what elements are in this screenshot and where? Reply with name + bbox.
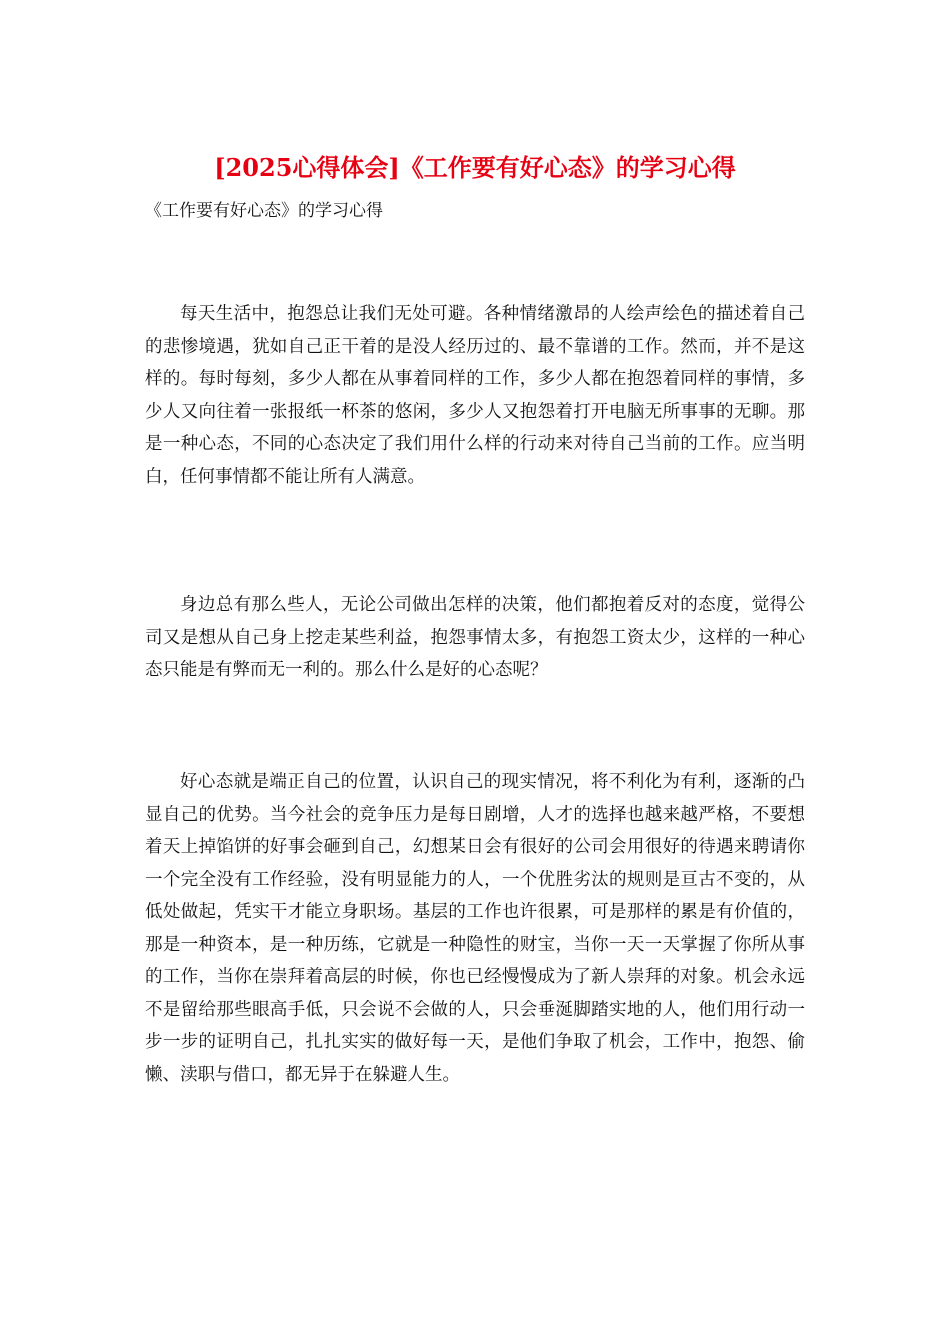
document-subtitle: 《工作要有好心态》的学习心得 [145, 201, 383, 221]
document-title: [2025心得体会]《工作要有好心态》的学习心得 [214, 153, 736, 182]
paragraph-1: 每天生活中，抱怨总让我们无处可避。各种情绪激昂的人绘声绘色的描述着自己的悲惨境遇，犹如自己正干着的是没人经历过的、最不靠谱的工作。然而，并不是这样的。每时每刻，多少人都在从事着同样的工作，多少人都在抱怨着同样的事情，多少人又向往着一张报纸一杯茶的悠闲，多少人又抱怨着打开电脑无所事事的无聊。那是一种心态，不同的心态决定了我们用什么样的行动来对待自己当前的工作。应当明白，任何事情都不能让所有人满意。 [145, 304, 805, 487]
paragraph-2: 身边总有那么些人，无论公司做出怎样的决策，他们都抱着反对的态度，觉得公司又是想从自己身上挖走某些利益，抱怨事情太多，有抱怨工资太少，这样的一种心态只能是有弊而无一利的。那么什么是好的心态呢？ [145, 595, 805, 680]
paragraph-3: 好心态就是端正自己的位置，认识自己的现实情况，将不利化为有利，逐渐的凸显自己的优势。当今社会的竞争压力是每日剧增，人才的选择也越来越严格，不要想着天上掉馅饼的好事会砸到自己，幻想某日会有很好的公司会用很好的待遇来聘请你一个完全没有工作经验，没有明显能力的人，一个优胜劣汰的规则是亘古不变的，从低处做起，凭实干才能立身职场。基层的工作也许很累，可是那样的累是有价值的，那是一种资本，是一种历练，它就是一种隐性的财宝，当你一天一天掌握了你所从事的工作，当你在崇拜着高层的时候，你也已经慢慢成为了新人崇拜的对象。机会永远不是留给那些眼高手低，只会说不会做的人，只会垂涎脚踏实地的人，他们用行动一步一步的证明自己，扎扎实实的做好每一天，是他们争取了机会，工作中，抱怨、偷懒、渎职与借口，都无异于在躲避人生。 [145, 772, 805, 1085]
